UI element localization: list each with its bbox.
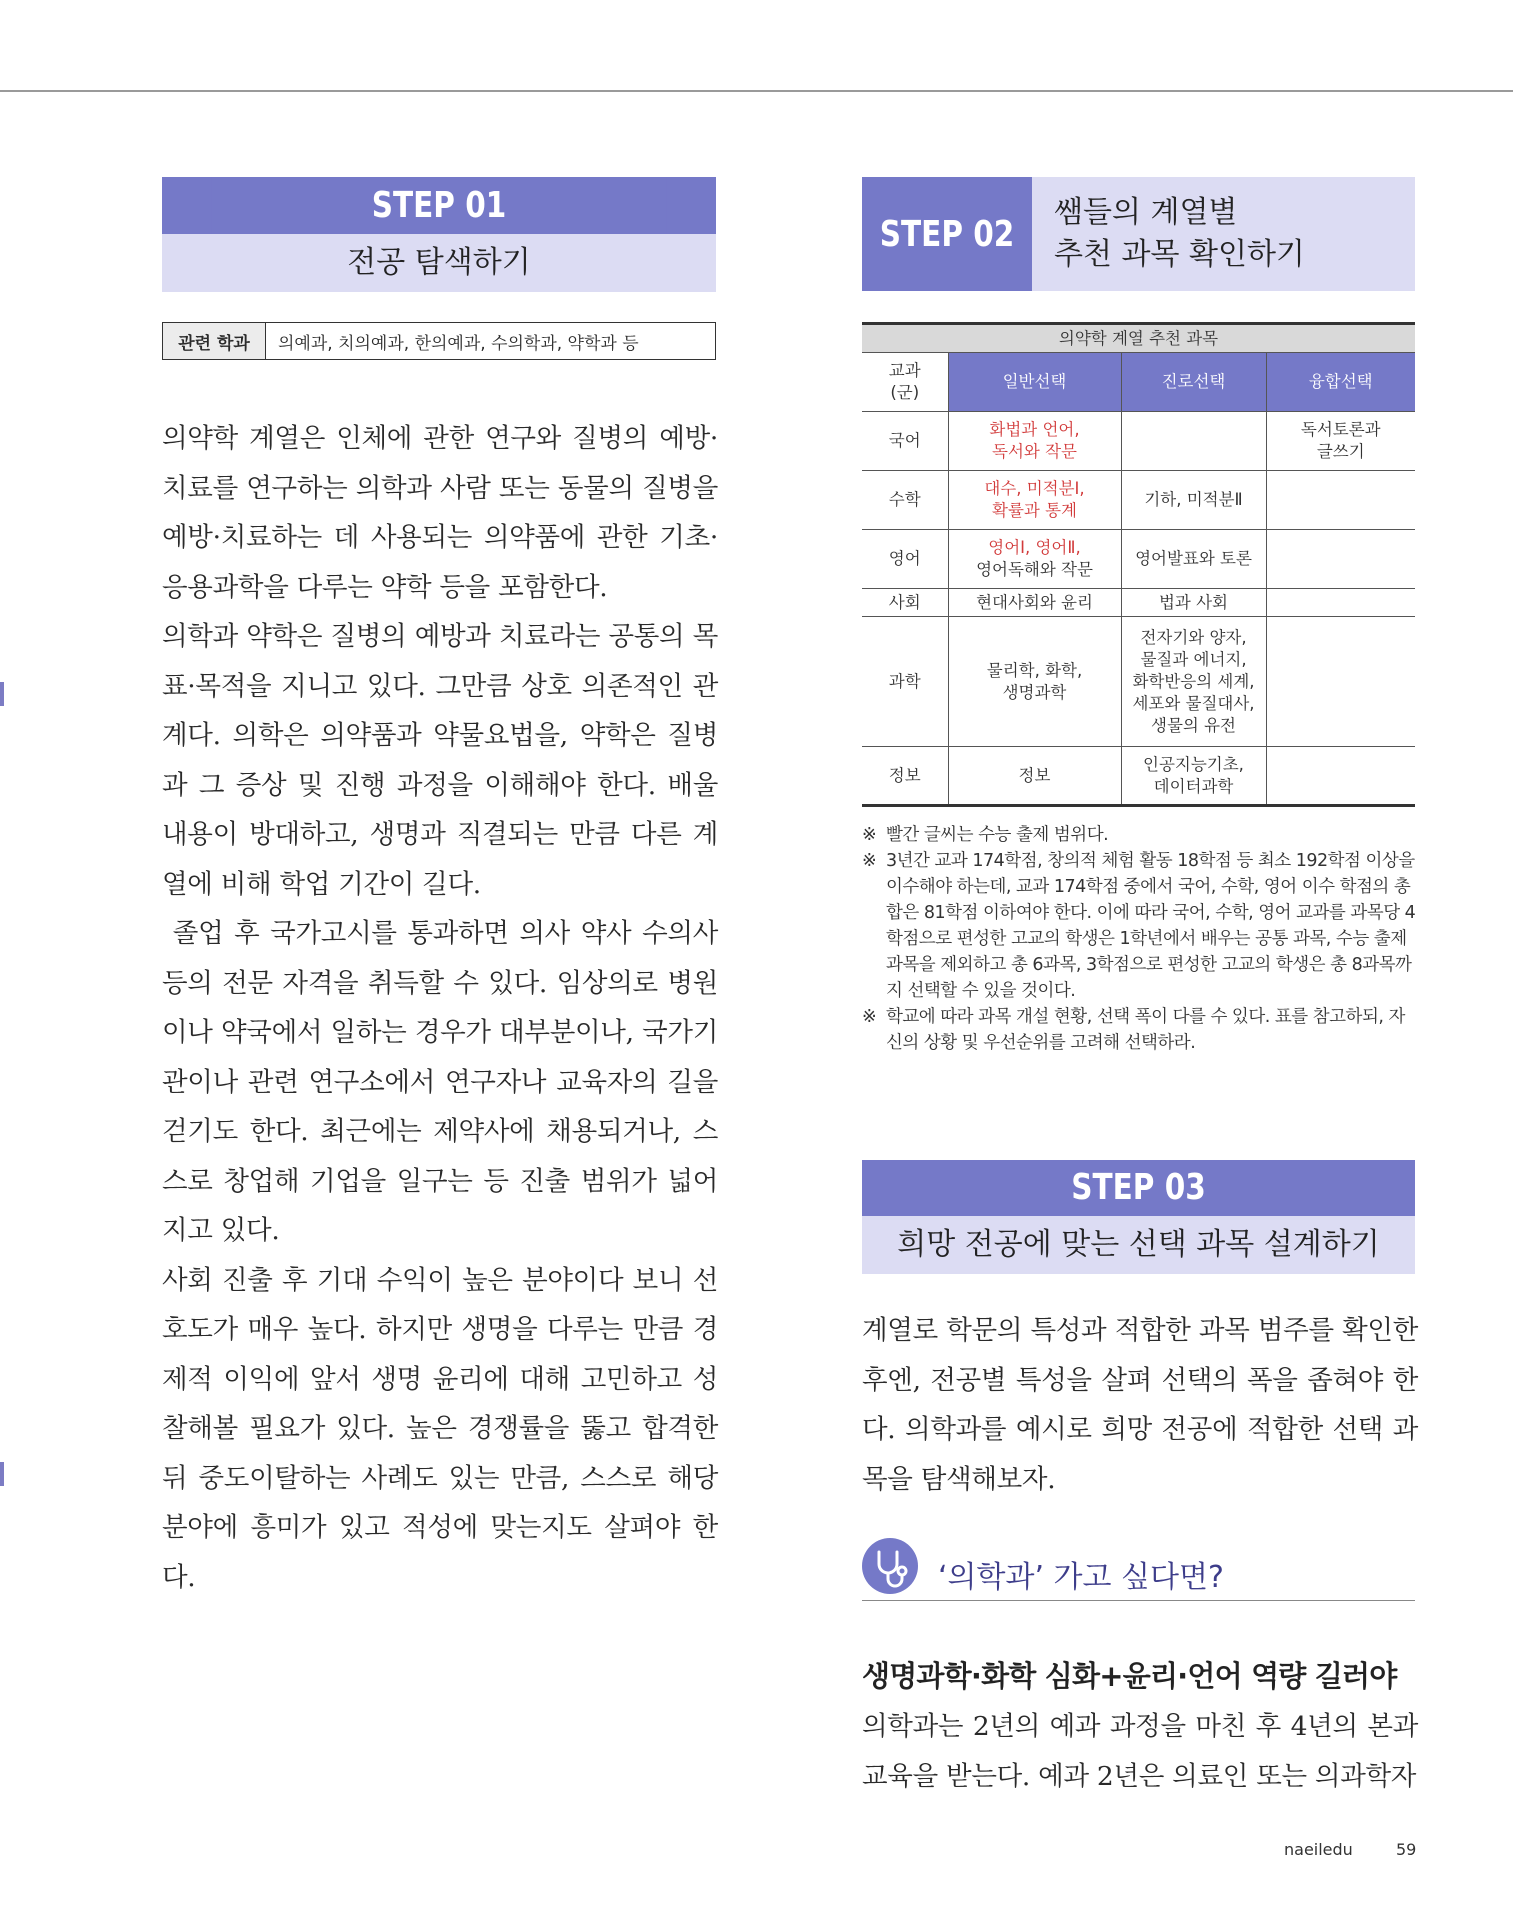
top-rule xyxy=(0,90,1513,92)
step02-title-line2: 추천 과목 확인하기 xyxy=(1054,237,1305,272)
medicine-body xyxy=(862,1702,1418,1801)
medicine-section-header xyxy=(862,1538,1415,1601)
related-label: 관련 학과 xyxy=(163,323,266,359)
table-cell: 인공지능기초, 데이터과학 xyxy=(1121,747,1266,806)
table-cell xyxy=(1266,530,1415,589)
note-text: 빨간 글씨는 수능 출제 범위다. xyxy=(886,825,1109,845)
note-mark: ※ xyxy=(862,851,877,871)
table-cell xyxy=(1266,617,1415,747)
table-caption: 의약학 계열 추천 과목 xyxy=(862,324,1415,353)
table-cell: 수학 xyxy=(862,471,948,530)
step03-label: STEP 03 xyxy=(1071,1167,1206,1208)
step02-header xyxy=(862,177,1415,291)
table-cell: 기하, 미적분Ⅱ xyxy=(1121,471,1266,530)
table-cell xyxy=(1121,412,1266,471)
footer-brand: naeiledu xyxy=(1284,1840,1353,1859)
red-subjects: 영어Ⅰ, 영어Ⅱ, xyxy=(988,538,1081,557)
table-cell: 전자기와 양자, 물질과 에너지, 화학반응의 세계, 세포와 물질대사, 생물의 유전 xyxy=(1121,617,1266,747)
header-cell: 교과 (군) xyxy=(862,353,948,412)
table-cell: 영어 xyxy=(862,530,948,589)
step01-body xyxy=(162,414,727,1602)
medicine-section-title: ‘의학과’ 가고 싶다면? xyxy=(938,1560,1224,1595)
paragraph: 의약학 계열은 인체에 관한 연구와 질병의 예방·치료를 연구하는 의학과 사람 또는 동물의 질병을 예방·치료하는 데 사용되는 의약품에 관한 기초·응용과학을 다루는 약학 등을 포함한다. xyxy=(162,423,718,603)
paragraph: 계열로 학문의 특성과 적합한 과목 범주를 확인한 후엔, 전공별 특성을 살펴 선택의 폭을 좁혀야 한다. 의학과를 예시로 희망 전공에 적합한 선택 과목을 탐색해보자. xyxy=(862,1315,1418,1495)
table-cell: 정보 xyxy=(862,747,948,806)
paragraph: 의학과 약학은 질병의 예방과 치료라는 공통의 목표·목적을 지니고 있다. 그만큼 상호 의존적인 관계다. 의학은 의약품과 약물요법을, 약학은 질병과 그 증상 및 진행 과정을 이해해야 한다. 배울 내용이 방대하고, 생명과 직결되는 만큼 다른 계열에 비해 학업 기간이 길다. xyxy=(162,621,718,900)
header-cell: 융합선택 xyxy=(1266,353,1415,412)
page-number: 59 xyxy=(1396,1840,1417,1859)
edge-marker xyxy=(0,682,4,706)
note-item xyxy=(862,822,1418,848)
table-row xyxy=(862,412,1415,471)
related-value: 의예과, 치의예과, 한의예과, 수의학과, 약학과 등 xyxy=(278,333,639,354)
medicine-subheading: 생명과학·화학 심화+윤리·언어 역량 길러야 xyxy=(862,1659,1397,1693)
table-cell: 영어발표와 토론 xyxy=(1121,530,1266,589)
subject-text: 영어독해와 작문 xyxy=(976,560,1093,579)
table-row xyxy=(862,589,1415,617)
recommended-subjects-table xyxy=(862,322,1415,807)
table-cell xyxy=(1266,589,1415,617)
table-cell: 법과 사회 xyxy=(1121,589,1266,617)
table-row xyxy=(862,747,1415,806)
step02-label: STEP 02 xyxy=(879,213,1015,255)
note-text: 3년간 교과 174학점, 창의적 체험 활동 18학점 등 최소 192학점 이상을 이수해야 하는데, 교과 174학점 중에서 국어, 수학, 영어 이수 학점의 총합은 81학점 이하여야 한다. 이에 따라 국어, 수학, 영어 교과를 과목당 4학점으로 편성한 고교의 학생은 1학년에서 배우는 공통 과목, 수능 출제 과목을 제외하고 총 6과목, 3학점으로 편성한 고교의 학생은 총 8과목까지 선택할 수 있을 것이다. xyxy=(886,851,1416,1001)
table-cell xyxy=(1266,747,1415,806)
step02-title-line1: 쌤들의 계열별 xyxy=(1054,195,1238,230)
paragraph: 졸업 후 국가고시를 통과하면 의사 약사 수의사 등의 전문 자격을 취득할 수 있다. 임상의로 병원이나 약국에서 일하는 경우가 대부분이나, 국가기관이나 관련 연구소에서 연구자나 교육자의 길을 걷기도 한다. 최근에는 제약사에 채용되거나, 스스로 창업해 기업을 일구는 등 진출 범위가 넓어지고 있다. xyxy=(162,918,727,1246)
step01-title: 전공 탐색하기 xyxy=(162,234,716,292)
paragraph: 의학과는 2년의 예과 과정을 마친 후 4년의 본과 교육을 받는다. 예과 2년은 의료인 또는 의과학자 xyxy=(862,1711,1418,1792)
step01-label: STEP 01 xyxy=(212,177,666,234)
paragraph: 사회 진출 후 기대 수익이 높은 분야이다 보니 선호도가 매우 높다. 하지만 생명을 다루는 만큼 경제적 이익에 앞서 생명 윤리에 대해 고민하고 성찰해볼 필요가 있다. 높은 경쟁률을 뚫고 합격한 뒤 중도이탈하는 사례도 있는 만큼, 스스로 해당 분야에 흥미가 있고 적성에 맞는지도 살펴야 한다. xyxy=(162,1264,718,1593)
related-departments xyxy=(162,322,716,360)
table-cell xyxy=(948,530,1121,589)
note-item xyxy=(862,848,1418,1004)
table-row xyxy=(862,617,1415,747)
step03-intro xyxy=(862,1306,1418,1504)
header-cell: 진로선택 xyxy=(1121,353,1266,412)
table-cell: 물리학, 화학, 생명과학 xyxy=(948,617,1121,747)
table-cell: 현대사회와 윤리 xyxy=(948,589,1121,617)
table-cell: 정보 xyxy=(948,747,1121,806)
stethoscope-icon xyxy=(862,1538,918,1594)
step03-header xyxy=(862,1160,1415,1274)
table-row xyxy=(862,471,1415,530)
table-cell: 대수, 미적분Ⅰ, 확률과 통계 xyxy=(948,471,1121,530)
table-cell xyxy=(1266,471,1415,530)
step01-header xyxy=(162,177,716,292)
step03-title: 희망 전공에 맞는 선택 과목 설계하기 xyxy=(862,1216,1415,1274)
table-cell: 독서토론과 글쓰기 xyxy=(1266,412,1415,471)
table-cell: 국어 xyxy=(862,412,948,471)
note-mark: ※ xyxy=(862,825,877,845)
note-mark: ※ xyxy=(862,1007,877,1027)
table-notes xyxy=(862,822,1418,1056)
table-cell: 화법과 언어, 독서와 작문 xyxy=(948,412,1121,471)
edge-marker xyxy=(0,1462,4,1486)
note-item xyxy=(862,1004,1418,1056)
table-row xyxy=(862,530,1415,589)
table-cell: 과학 xyxy=(862,617,948,747)
note-text: 학교에 따라 과목 개설 현황, 선택 폭이 다를 수 있다. 표를 참고하되, 자신의 상황 및 우선순위를 고려해 선택하라. xyxy=(886,1007,1405,1053)
table-cell: 사회 xyxy=(862,589,948,617)
header-cell: 일반선택 xyxy=(948,353,1121,412)
